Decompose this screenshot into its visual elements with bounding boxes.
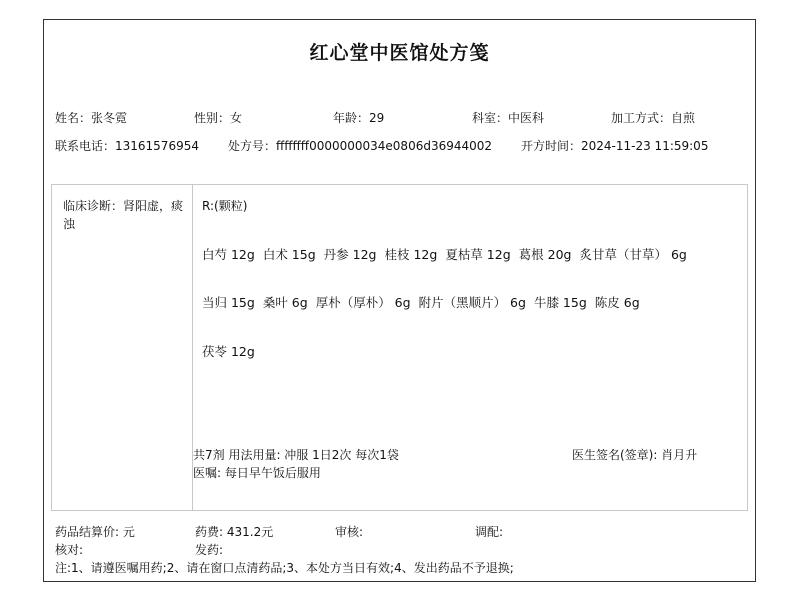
herb-item: 厚朴（厚朴） 6g <box>315 295 411 310</box>
prescription-box <box>51 184 748 511</box>
patient-gender: 性别：女 <box>194 111 243 125</box>
issue-label: 发药: <box>195 543 224 557</box>
herb-item: 葛根 20g <box>518 247 572 262</box>
drug-fee: 药费: 431.2元 <box>195 525 274 539</box>
patient-name: 姓名：张冬霓 <box>55 111 128 125</box>
prescription-time: 开方时间：2024-11-23 11:59:05 <box>521 139 709 153</box>
settlement-price: 药品结算价: 元 <box>55 525 135 539</box>
herb-item: 桑叶 6g <box>262 295 308 310</box>
herb-line-3 <box>202 342 263 360</box>
clinical-diagnosis: 临床诊断：肾阳虚，痰浊 <box>52 185 193 510</box>
prescription-number: 处方号：ffffffff0000000034e0806d36944002 <box>228 139 493 153</box>
herb-item: 白芍 12g <box>202 247 255 262</box>
check-label: 核对: <box>55 543 84 557</box>
herb-item: 白术 15g <box>262 247 316 262</box>
patient-age: 年龄：29 <box>333 111 385 125</box>
usage-section <box>193 446 399 482</box>
herb-item: 茯苓 12g <box>202 344 255 359</box>
prescription-sheet <box>43 19 756 582</box>
herb-item: 附片（黑顺片） 6g <box>418 295 526 310</box>
dosage-text: 共7剂 用法用量: 冲服 1日2次 每次1袋 <box>193 448 399 462</box>
herb-item: 牛膝 15g <box>533 295 587 310</box>
doctor-advice: 医嘱: 每日早午饭后服用 <box>193 466 321 480</box>
herb-item: 陈皮 6g <box>594 295 640 310</box>
doctor-signature: 医生签名(签章): 肖月升 <box>572 448 698 462</box>
page-title: 红心堂中医馆处方笺 <box>309 42 490 64</box>
herb-item: 丹参 12g <box>323 247 377 262</box>
processing-method: 加工方式：自煎 <box>611 111 696 125</box>
herb-item: 当归 15g <box>202 295 255 310</box>
herb-line-2 <box>202 293 648 311</box>
review-label: 审核: <box>335 525 364 539</box>
dispense-label: 调配: <box>475 525 504 539</box>
herb-item: 夏枯草 12g <box>445 247 511 262</box>
patient-department: 科室：中医科 <box>472 111 545 125</box>
herb-line-1 <box>202 245 695 263</box>
herb-item: 桂枝 12g <box>384 247 438 262</box>
footer-note: 注:1、请遵医嘱用药;2、请在窗口点清药品;3、本处方当日有效;4、发出药品不予退换; <box>55 561 514 575</box>
herb-item: 炙甘草（甘草） 6g <box>579 247 687 262</box>
rx-label: R:(颗粒) <box>202 199 248 213</box>
contact-phone: 联系电话：13161576954 <box>55 139 199 153</box>
